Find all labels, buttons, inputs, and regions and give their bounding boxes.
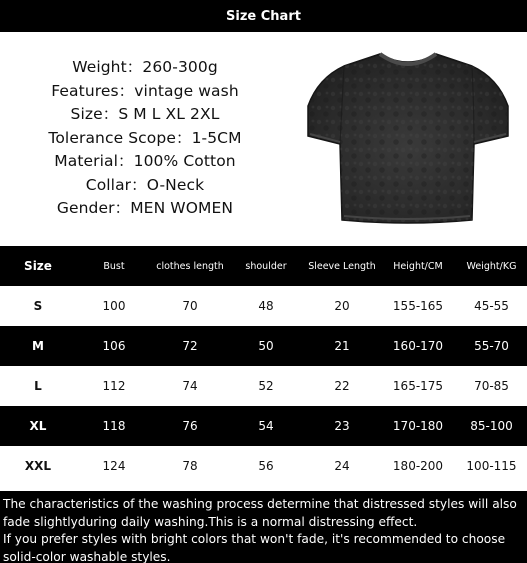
spec-collar: Collar：O-Neck	[85, 175, 205, 194]
cell-weight: 55-70	[474, 339, 509, 353]
header-height: Height/CM	[393, 260, 443, 272]
cell-size: M	[32, 339, 44, 353]
cell-height: 155-165	[392, 299, 444, 313]
header-bust: Bust	[103, 260, 125, 272]
spec-size: Size：S M L XL 2XL	[70, 105, 220, 123]
cell-size: L	[34, 379, 42, 393]
table-row	[0, 286, 527, 326]
note-line: The characteristics of the washing process determine that distressed styles will also	[3, 497, 517, 511]
header-shoulder: shoulder	[245, 260, 287, 272]
cell-sleeve-length: 22	[334, 379, 350, 393]
note-line: If you prefer styles with bright colors that won't fade, it's recommended to choose	[3, 532, 506, 546]
header-size: Size	[24, 259, 52, 273]
cell-shoulder: 50	[258, 339, 274, 353]
cell-shoulder: 48	[258, 299, 274, 313]
cell-bust: 124	[102, 459, 126, 473]
cell-weight: 85-100	[470, 419, 513, 433]
cell-clothes-length: 74	[182, 379, 198, 393]
spec-weight: Weight：260-300g	[72, 58, 218, 76]
cell-clothes-length: 78	[182, 459, 198, 473]
size-chart-header	[0, 0, 527, 32]
cell-clothes-length: 72	[182, 339, 198, 353]
cell-size: S	[33, 299, 43, 313]
header-sleeve-length: Sleeve Length	[308, 260, 376, 272]
cell-sleeve-length: 21	[334, 339, 350, 353]
cell-weight: 45-55	[474, 299, 509, 313]
table-header-row	[0, 246, 527, 286]
header-weight: Weight/KG	[466, 260, 517, 272]
cell-clothes-length: 70	[182, 299, 198, 313]
cell-height: 165-175	[392, 379, 444, 393]
table-row	[0, 406, 527, 446]
cell-bust: 112	[102, 379, 126, 393]
table-row	[0, 446, 527, 486]
note-line: solid-color washable styles.	[3, 549, 171, 563]
cell-size: XL	[29, 419, 47, 433]
spec-tolerance: Tolerance Scope：1-5CM	[48, 128, 242, 147]
product-specs	[0, 56, 290, 221]
cell-sleeve-length: 20	[334, 299, 350, 313]
cell-size: XXL	[24, 459, 52, 473]
header-clothes-length: clothes length	[156, 260, 224, 272]
cell-height: 180-200	[392, 459, 444, 473]
cell-sleeve-length: 23	[334, 419, 350, 433]
cell-shoulder: 54	[258, 419, 274, 433]
table-row	[0, 366, 527, 406]
spec-features: Features：vintage wash	[51, 81, 239, 100]
cell-bust: 118	[102, 419, 126, 433]
tshirt-icon	[302, 48, 514, 226]
cell-weight: 100-115	[466, 459, 517, 473]
cell-sleeve-length: 24	[334, 459, 350, 473]
spec-gender: Gender：MEN WOMEN	[56, 199, 234, 217]
table-row	[0, 326, 527, 366]
cell-bust: 100	[102, 299, 126, 313]
cell-shoulder: 56	[258, 459, 274, 473]
cell-height: 160-170	[392, 339, 444, 353]
spec-material: Material：100% Cotton	[54, 152, 236, 170]
cell-shoulder: 52	[258, 379, 274, 393]
page-title: Size Chart	[226, 8, 301, 24]
cell-weight: 70-85	[474, 379, 509, 393]
note-line: fade slightlyduring daily washing.This is a normal distressing effect.	[3, 514, 418, 529]
cell-height: 170-180	[392, 419, 444, 433]
size-table	[0, 246, 527, 486]
cell-clothes-length: 76	[182, 419, 198, 433]
washing-note	[0, 491, 527, 563]
cell-bust: 106	[102, 339, 126, 353]
